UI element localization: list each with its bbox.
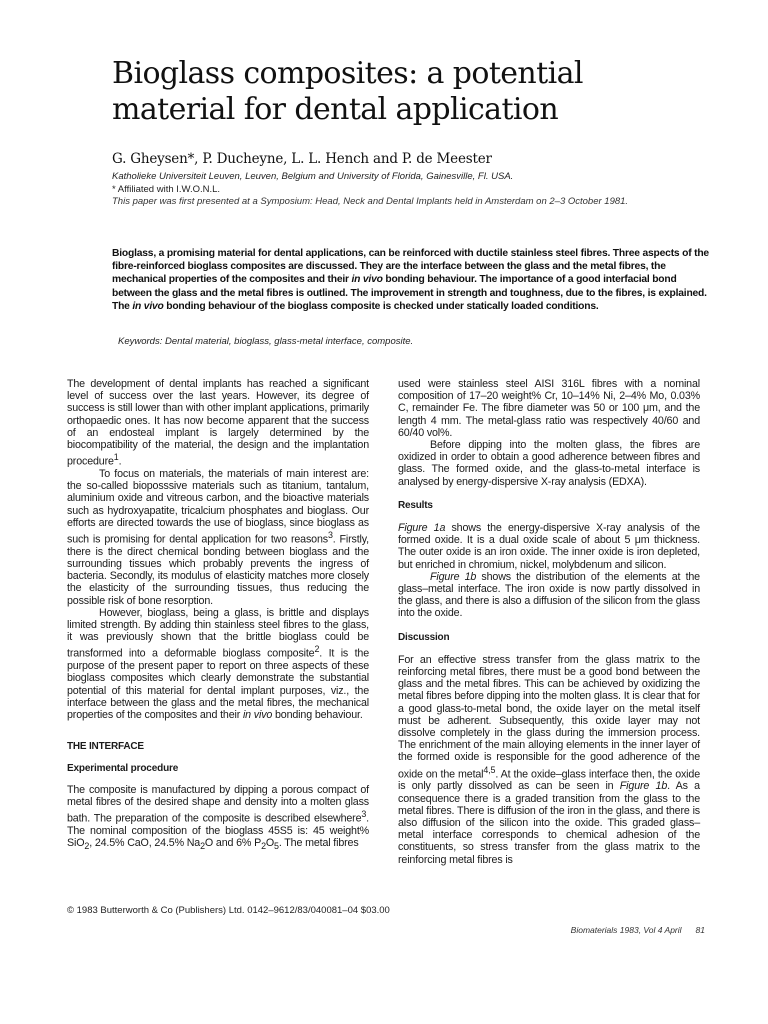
exp-mid4: O: [265, 836, 275, 849]
disc-end: . As a consequence there is a graded transition from the glass to the metal fibres. There is diffusion of the iron in the glass, and there is also diffusion of the silicon into the oxide. This graded glass–metal interface corresponds to chemical adhesion of the constituents, so stress transfer from the glass matrix to the reinforcing metal fibres is: [398, 780, 700, 866]
figure-ref-1b: Figure 1b: [430, 570, 477, 583]
article-title: [112, 56, 672, 128]
left-column: [67, 378, 369, 852]
figure-ref-1a: Figure 1a: [398, 522, 446, 535]
oxidation-paragraph: Before dipping into the molten glass, the fibres are oxidized in order to obtain a good adherence between fibres and glass. The formed oxide, and the glass-to-metal interface is analysed by energy-dispersive X-ray analysis (EDXA).: [398, 439, 700, 488]
affiliation: Katholieke Universiteit Leuven, Leuven, Belgium and University of Florida, Gainesville, Fl. USA.: [112, 171, 514, 182]
results-p2-text: shows the distribution of the elements at the glass–metal interface. The iron oxide is now partly dissolved in the glass, and there is also a diffusion of the silicon from the glass into the oxide.: [398, 570, 700, 620]
subsection-heading-experimental: Experimental procedure: [67, 763, 179, 775]
right-column: [398, 378, 700, 866]
intro-p3-end: bonding behaviour.: [272, 708, 363, 721]
abstract: [112, 247, 712, 313]
intro-p3-text: However, bioglass, being a glass, is brittle and displays limited strength. By adding thin stainless steel fibres to the glass, it was previously shown that the brittle bioglass could be transformed into a deformable bioglass composite: [67, 606, 369, 660]
abstract-part-3: bonding behaviour of the bioglass composite is checked under statically loaded conditions.: [163, 300, 599, 312]
exp-end: . The metal fibres: [278, 836, 359, 849]
intro-p3-italic: in vivo: [242, 708, 273, 721]
exp-mid: . The nominal composition of the bioglass 45S5 is: 45 weight% SiO: [67, 812, 369, 849]
abstract-part-2: bonding behaviour. The importance of a good interfacial bond between the glass and the metal fibres is outlined. The improvement in strength and toughness, due to the fibres, is explained. The: [112, 274, 707, 312]
keywords: Keywords: Dental material, bioglass, glass-metal interface, composite.: [118, 336, 414, 347]
title-line-1: Bioglass composites: a potential: [112, 56, 583, 91]
disc-mid: . At the oxide–glass interface then, the oxide is only partly dissolved as can be seen in: [398, 768, 700, 793]
ref-4-5: 4,5: [483, 764, 496, 775]
title-line-2: material for dental application: [112, 92, 559, 127]
ref-1: 1: [113, 452, 119, 463]
author-list: G. Gheysen*, P. Ducheyne, L. L. Hench and P. de Meester: [112, 151, 492, 167]
intro-p2-text: To focus on materials, the materials of main interest are: the so-called bioposssive materials such as titanium, tantalum, aluminium oxide and vitreous carbon, and the bioactive materials such as hydroxyapatite, tricalcium phosphates and bioglass. Our efforts are directed towards the use of bioglass, since bioglass as such is promising for dental application for two reasons: [67, 467, 369, 546]
exp-mid2: , 24.5% CaO, 24.5% Na: [89, 836, 201, 849]
intro-paragraph-3: [67, 607, 369, 721]
ref-3b: 3: [361, 808, 367, 819]
page-number: 81: [695, 925, 705, 935]
section-heading-results: Results: [398, 499, 433, 511]
disc-text: For an effective stress transfer from the glass matrix to the reinforcing metal fibres, there must be a good bond between the glass and the metal fibres. This can be achieved by oxidizing the metal fibres before dipping into the molten glass. It is clear that for a good glass-to-metal bond, the oxide layer on the metal itself must be adherent. Subsequently, this oxide layer may not dissolve completely in the glass during the immersion process. The enrichment of the main alloying elements in the inner layer of the formed oxide is responsible for the good adherence of the oxide on the metal: [398, 653, 700, 781]
section-heading-interface: THE INTERFACE: [67, 741, 144, 753]
journal-footer: [520, 925, 705, 935]
exp-mid3: O and 6% P: [204, 836, 262, 849]
intro-paragraph-2: [67, 468, 369, 607]
results-paragraph-2: [398, 571, 700, 620]
ref-2: 2: [314, 644, 320, 655]
discussion-paragraph: [398, 654, 700, 866]
ref-3: 3: [327, 530, 333, 540]
abstract-part-1: Bioglass, a promising material for dental applications, can be reinforced with ductile stainless steel fibres. Three aspects of the fibre-reinforced bioglass composites are discussed. They are the interface between the glass and the metal fibres, the mechanical properties of the composites and their: [112, 248, 709, 286]
copyright-line: © 1983 Butterworth & Co (Publishers) Ltd. 0142–9612/83/040081–04 $03.00: [67, 905, 390, 916]
intro-p2-end: . Firstly, there is the direct chemical bonding between bioglass and the surrounding tissues which probably prevents the ingress of bacteria. Secondly, its modulus of elasticity matches more closely the elasticity of the surrounding tissues, thus reducing the possible risk of bone resorption.: [67, 533, 369, 607]
intro-p1-end: .: [118, 455, 122, 468]
journal-citation: Biomaterials 1983, Vol 4 April: [570, 925, 682, 935]
sub-4: 5: [274, 841, 279, 852]
intro-p1-text: The development of dental implants has reached a significant level of success over the last years. However, its degree of success is still lower than with other implant applications, primarily orthopaedic ones. It has now become apparent that the success of an endosteal implant is largely determined by the biocompatibility of the material, the design and the implantation procedure: [67, 378, 369, 468]
section-heading-discussion: Discussion: [398, 631, 450, 643]
experimental-paragraph: [67, 784, 369, 853]
results-paragraph-1: [398, 522, 700, 571]
intro-paragraph-1: [67, 378, 369, 468]
affiliation-note: * Affiliated with I.W.O.N.L.: [112, 184, 221, 195]
results-p1-text: shows the energy-dispersive X-ray analysis of the formed oxide. It is a dual oxide scale of about 5 μm thickness. The outer oxide is an iron oxide. The inner oxide is iron depleted, but enriched in chromium, nickel, molybdenum and silicon.: [398, 522, 700, 571]
figure-ref-1b-discussion: Figure 1b: [619, 780, 668, 793]
abstract-italic-2: in vivo: [132, 300, 164, 312]
presentation-note: This paper was first presented at a Symposium: Head, Neck and Dental Implants held in Amsterdam on 2–3 October 1981.: [112, 196, 629, 207]
exp-text: The composite is manufactured by dipping a porous compact of metal fibres of the desired shape and density into a molten glass bath. The preparation of the composite is described elsewhere: [67, 783, 369, 825]
sub-1: 2: [84, 841, 90, 852]
sub-2: 2: [200, 841, 205, 852]
materials-paragraph: used were stainless steel AISI 316L fibres with a nominal composition of 17–20 weight% Cr, 10–14% Ni, 2–4% Mo, 0.03% C, remainder Fe. The fibre diameter was 50 or 100 μm, and the length 4 mm. The metal-glass ratio was respectively 40/60 and 60/40 vol%.: [398, 378, 700, 439]
abstract-italic-1: in vivo: [351, 274, 383, 286]
intro-p3-mid: . It is the purpose of the present paper to report on three aspects of these bioglass composites which clearly demonstrate the substantial potential of this material for dental implant purposes, viz., the interface between the glass and the metal fibres, the mechanical properties of the composites and their: [67, 647, 369, 721]
sub-3: 2: [261, 841, 266, 852]
